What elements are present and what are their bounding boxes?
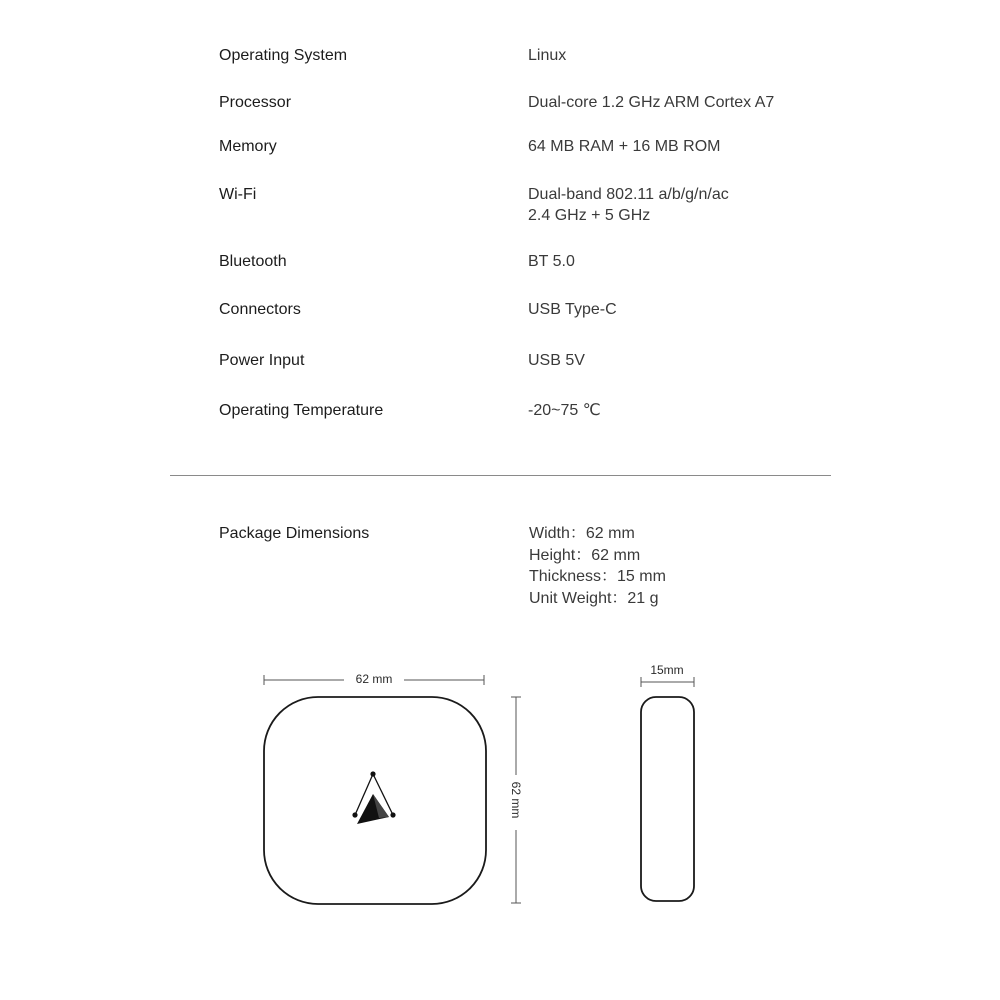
spec-value-line: 2.4 GHz + 5 GHz xyxy=(528,207,651,224)
spec-value-line: Dual-core 1.2 GHz ARM Cortex A7 xyxy=(528,94,775,111)
spec-value-line: Dual-band 802.11 a/b/g/n/ac xyxy=(528,186,729,203)
device-side-outline xyxy=(641,697,694,901)
spec-label-operating-temperature: Operating Temperature xyxy=(219,402,384,419)
spec-value-line: USB 5V xyxy=(528,352,585,369)
spec-value-line: BT 5.0 xyxy=(528,253,575,270)
side-thickness-label: 15mm xyxy=(650,663,684,677)
spec-label-processor: Processor xyxy=(219,94,292,111)
package-width: Width：62 mm xyxy=(529,525,635,542)
front-width-label: 62 mm xyxy=(355,672,393,686)
spec-label-connectors: Connectors xyxy=(219,301,301,318)
package-thickness: Thickness：15 mm xyxy=(529,568,666,585)
side-thickness-dimension xyxy=(641,677,694,687)
spec-label-operating-system: Operating System xyxy=(219,47,348,64)
package-height: Height：62 mm xyxy=(529,546,641,564)
triangle-logo-icon xyxy=(352,771,395,824)
spec-value-line: 64 MB RAM + 16 MB ROM xyxy=(528,138,721,155)
spec-value-line: Linux xyxy=(528,47,567,64)
front-height-label: 62 mm xyxy=(509,781,523,819)
spec-label-wifi: Wi-Fi xyxy=(219,186,257,203)
spec-value-line: -20~75 ℃ xyxy=(528,402,601,419)
package-unit-weight: Unit Weight：21 g xyxy=(529,589,659,607)
spec-value-line: USB Type-C xyxy=(528,301,617,318)
package-dimensions-label: Package Dimensions xyxy=(219,525,370,542)
spec-label-bluetooth: Bluetooth xyxy=(219,253,287,270)
spec-label-memory: Memory xyxy=(219,138,277,155)
spec-label-power-input: Power Input xyxy=(219,352,305,369)
